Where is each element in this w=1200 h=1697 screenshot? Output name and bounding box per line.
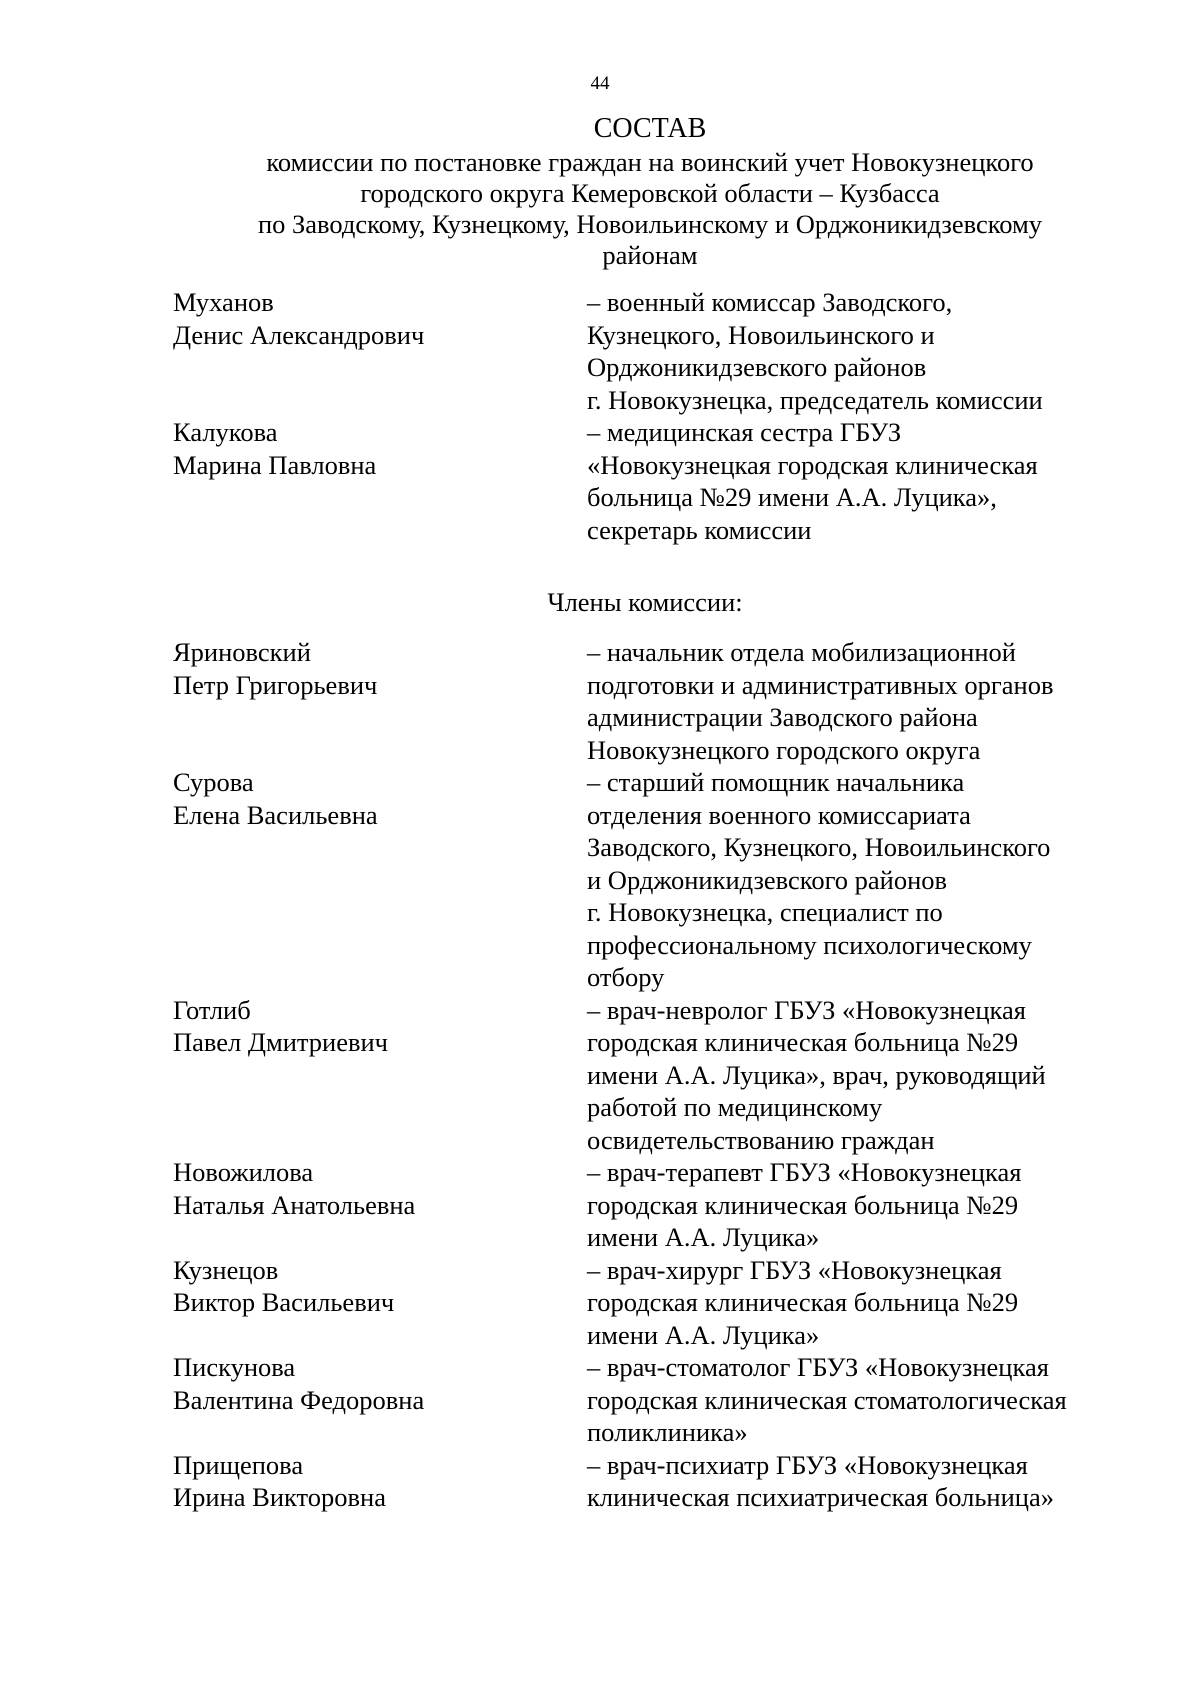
person-name <box>173 416 587 546</box>
role-line: работой по медицинскому <box>587 1092 883 1122</box>
person-role <box>587 1254 1113 1352</box>
role-line: – врач-терапевт ГБУЗ «Новокузнецкая <box>587 1157 1022 1187</box>
member-entry <box>173 1449 1113 1514</box>
page-number: 44 <box>590 73 610 94</box>
role-line: имени А.А. Луцика» <box>587 1319 820 1350</box>
heading-subtitle-line: районам <box>602 240 698 270</box>
given-names: Наталья Анатольевна <box>173 1189 416 1220</box>
role-line: городская клиническая больница №29 <box>587 1027 1019 1057</box>
role-line: Новокузнецкого городского округа <box>587 734 981 765</box>
person-role <box>587 994 1113 1157</box>
role-line: «Новокузнецкая городская клиническая <box>587 449 1038 480</box>
surname: Сурова <box>173 767 254 797</box>
heading-title: СОСТАВ <box>593 113 707 144</box>
role-line: – начальник отдела мобилизационной <box>587 637 1016 667</box>
role-line: – врач-стоматолог ГБУЗ «Новокузнецкая <box>587 1352 1049 1382</box>
role-line: имени А.А. Луцика», врач, руководящий <box>587 1059 1046 1090</box>
member-entry <box>173 994 1113 1157</box>
person-name <box>173 1351 587 1449</box>
person-role <box>587 1351 1113 1449</box>
surname: Кузнецов <box>173 1254 279 1285</box>
given-names: Марина Павловна <box>173 449 377 480</box>
person-name <box>173 1449 587 1514</box>
given-names: Петр Григорьевич <box>173 669 378 700</box>
member-entry <box>173 1351 1113 1449</box>
role-line: городская клиническая больница №29 <box>587 1189 1019 1220</box>
role-line: поликлиника» <box>587 1417 748 1447</box>
member-entry <box>173 766 1113 994</box>
role-line: и Орджоникидзевского районов <box>587 864 948 895</box>
person-role <box>587 1156 1113 1254</box>
role-line: больница №29 имени А.А. Луцика», <box>587 482 997 512</box>
document-heading <box>150 111 1150 271</box>
person-name <box>173 636 587 766</box>
surname: Новожилова <box>173 1157 314 1187</box>
role-line: Заводского, Кузнецкого, Новоильинского <box>587 832 1051 862</box>
member-entry <box>173 1254 1113 1352</box>
member-entry <box>173 1156 1113 1254</box>
role-line: г. Новокузнецка, специалист по <box>587 897 943 927</box>
person-role <box>587 1449 1113 1514</box>
person-role <box>587 766 1113 994</box>
person-role <box>587 286 1113 416</box>
role-line: – медицинская сестра ГБУЗ <box>587 417 902 447</box>
role-line: городская клиническая больница №29 <box>587 1287 1019 1317</box>
person-role <box>587 636 1113 766</box>
person-role <box>587 416 1113 546</box>
role-line: – врач-психиатр ГБУЗ «Новокузнецкая <box>587 1449 1028 1480</box>
given-names: Елена Васильевна <box>173 799 378 830</box>
given-names: Виктор Васильевич <box>173 1287 395 1317</box>
role-line: отделения военного комиссариата <box>587 799 971 830</box>
surname: Муханов <box>173 287 274 317</box>
person-name <box>173 766 587 994</box>
commission-chairman-entry <box>173 286 1113 416</box>
person-name <box>173 1254 587 1352</box>
leadership-list <box>173 286 1113 546</box>
role-line: г. Новокузнецка, председатель комиссии <box>587 384 1043 415</box>
role-line: – врач-невролог ГБУЗ «Новокузнецкая <box>587 994 1026 1025</box>
person-name <box>173 286 587 416</box>
heading-subtitle-line: городского округа Кемеровской области – Кузбасса <box>360 178 940 208</box>
person-name <box>173 994 587 1157</box>
role-line: городская клиническая стоматологическая <box>587 1384 1067 1415</box>
heading-subtitle-line: комиссии по постановке граждан на воинский учет Новокузнецкого <box>266 147 1034 177</box>
members-list <box>173 636 1113 1514</box>
surname: Калукова <box>173 417 278 447</box>
surname: Прищепова <box>173 1449 304 1480</box>
role-line: – врач-хирург ГБУЗ «Новокузнецкая <box>587 1254 1002 1285</box>
members-heading: Члены комиссии: <box>547 587 743 617</box>
member-entry <box>173 636 1113 766</box>
role-line: администрации Заводского района <box>587 702 978 732</box>
role-line: Орджоникидзевского районов <box>587 352 927 382</box>
given-names: Валентина Федоровна <box>173 1384 425 1415</box>
heading-subtitle-line: по Заводскому, Кузнецкому, Новоильинскому и Орджоникидзевскому <box>257 209 1043 239</box>
role-line: – старший помощник начальника <box>587 767 965 797</box>
role-line: клиническая психиатрическая больница» <box>587 1482 1054 1512</box>
role-line: имени А.А. Луцика» <box>587 1222 820 1252</box>
surname: Пискунова <box>173 1352 296 1382</box>
surname: Готлиб <box>173 994 251 1025</box>
person-name <box>173 1156 587 1254</box>
given-names: Денис Александрович <box>173 319 425 350</box>
role-line: профессиональному психологическому <box>587 929 1032 960</box>
role-line: подготовки и административных органов <box>587 669 1054 700</box>
commission-secretary-entry <box>173 416 1113 546</box>
role-line: Кузнецкого, Новоильинского и <box>587 319 935 350</box>
given-names: Павел Дмитриевич <box>173 1027 389 1057</box>
given-names: Ирина Викторовна <box>173 1482 386 1512</box>
role-line: секретарь комиссии <box>587 514 812 545</box>
role-line: – военный комиссар Заводского, <box>587 287 953 317</box>
role-line: отбору <box>587 962 665 992</box>
surname: Яриновский <box>173 637 311 667</box>
role-line: освидетельствованию граждан <box>587 1124 935 1155</box>
